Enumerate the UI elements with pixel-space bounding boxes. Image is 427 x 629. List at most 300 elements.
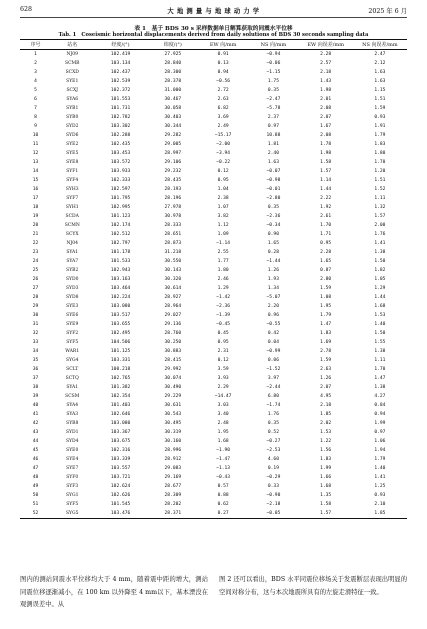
table-cell: 1.65 (267, 241, 279, 246)
table-cell: 29 (32, 304, 39, 309)
table-cell: 103.367 (110, 430, 131, 435)
table-cell: 103.134 (110, 61, 131, 66)
body-text-right: 图 2 还可以看出，BDS 水平同震位移场关于发震断层表现出明显的空间对称分布，这与本次地震所具有的左旋走滑特征一致。 (219, 576, 407, 596)
table-cell: 102.288 (110, 133, 131, 138)
table-cell: 1.70 (374, 160, 386, 165)
table-cell: 2.55 (217, 250, 229, 255)
table-row (20, 59, 407, 68)
table-cell: −0.05 (248, 509, 298, 519)
table-cell: 1.70 (374, 367, 386, 372)
table-cell: 103.557 (110, 466, 131, 471)
table-cell: 52 (20, 509, 51, 519)
table-cell: 1.44 (320, 187, 332, 192)
station-name-cell: SYF2 (66, 331, 79, 336)
table-cell: 43 (32, 430, 39, 435)
table-cell: 1.47 (374, 376, 386, 381)
issue-date: 2025 年 6 月 (368, 8, 407, 15)
table-cell: 1.53 (320, 430, 332, 435)
table-cell: −2.36 (266, 214, 281, 219)
table-cell: 2.40 (267, 151, 279, 156)
table-cell: 1.63 (267, 160, 279, 165)
table-cell: 28.677 (164, 484, 182, 489)
table-cell: 25 (32, 268, 39, 273)
column-header: 经度/(°) (94, 40, 148, 50)
table-cell: 30.490 (164, 385, 182, 390)
table-cell: 28.873 (164, 241, 182, 246)
table-cell: 3.93 (217, 376, 229, 381)
table-cell: 1.63 (374, 70, 386, 75)
table-cell: 0.27 (198, 509, 248, 519)
table-caption-cn: 表 1 基于 BDS 30 s 采样数据单日解算获取的同震水平位移 (134, 26, 293, 32)
table-cell: −15.17 (214, 133, 232, 138)
table-cell: 1.09 (217, 232, 229, 237)
table-row (20, 275, 407, 284)
table-cell: 37 (32, 376, 39, 381)
table-cell: 27.978 (164, 205, 182, 210)
table-cell: 1.79 (374, 457, 386, 462)
table-cell: 1.67 (320, 124, 332, 129)
table-cell: −0.27 (266, 439, 281, 444)
table-cell: 102.419 (110, 52, 131, 57)
table-cell: 48 (32, 475, 39, 480)
table-cell: 102.626 (110, 493, 131, 498)
table-cell: 2.72 (217, 88, 229, 93)
table-cell: 1.68 (217, 439, 229, 444)
table-cell: 0.35 (267, 205, 279, 210)
table-cell: 1.79 (320, 313, 332, 318)
table-cell: −0.22 (216, 160, 231, 165)
table-cell: 102.495 (110, 331, 131, 336)
station-name-cell: SYE9 (66, 322, 79, 327)
station-name-cell: SCMN (64, 223, 80, 228)
table-cell: 0.52 (267, 430, 279, 435)
table-cell: 28.996 (164, 448, 182, 453)
table-cell: 2.20 (267, 304, 279, 309)
table-cell: 0.94 (217, 70, 229, 75)
table-cell: 0.95 (217, 178, 229, 183)
table-cell: 30.058 (164, 106, 182, 111)
column-header: 站名 (51, 40, 94, 50)
table-row (20, 383, 407, 392)
table-cell: 0.35 (267, 421, 279, 426)
table-cell: 1.35 (320, 493, 332, 498)
station-name-cell: SYG5 (51, 509, 94, 519)
table-cell: 1.83 (374, 142, 386, 147)
table-row (20, 158, 407, 167)
table-row (20, 302, 407, 311)
table-cell: 44 (32, 439, 39, 444)
table-cell: 29.992 (164, 367, 182, 372)
table-cell: 103.080 (110, 421, 131, 426)
table-cell: 6.82 (217, 106, 229, 111)
table-cell: 103.933 (110, 169, 131, 174)
table-row (20, 140, 407, 149)
table-cell: 1.58 (320, 502, 332, 507)
station-name-cell: SYB1 (66, 106, 79, 111)
table-cell: 29.229 (164, 394, 182, 399)
table-cell: 1.65 (320, 259, 332, 264)
table-row (20, 122, 407, 131)
table-cell: −0.06 (266, 61, 281, 66)
table-cell: 16 (32, 187, 39, 192)
table-cell: 1.75 (267, 79, 279, 84)
station-name-cell: SYA6 (66, 97, 79, 102)
table-cell: 0.88 (217, 493, 229, 498)
table-cell: 1.06 (374, 439, 386, 444)
table-cell: 3.59 (217, 367, 229, 372)
station-name-cell: SCMB (65, 61, 80, 66)
station-name-cell: SYF7 (66, 196, 79, 201)
table-cell: 39 (32, 394, 39, 399)
table-cell: 1.38 (374, 385, 386, 390)
station-name-cell: SYD8 (65, 295, 79, 300)
table-cell: 1.79 (374, 133, 386, 138)
table-cell: 1.51 (374, 178, 386, 183)
table-cell: 102.224 (110, 295, 131, 300)
table-cell: 1.83 (320, 331, 332, 336)
table-cell: 31.000 (164, 88, 182, 93)
table-row (20, 284, 407, 293)
table-cell: 103.572 (110, 160, 131, 165)
station-name-cell: SCYX (65, 232, 79, 237)
table-cell: 30.543 (164, 412, 182, 417)
table-cell: 46 (32, 457, 39, 462)
table-cell: 1.41 (374, 475, 386, 480)
table-cell: 15 (32, 178, 39, 183)
table-cell: 41 (32, 412, 39, 417)
table-cell: 3 (34, 70, 37, 75)
table-cell: −1.42 (216, 295, 231, 300)
table-cell: −2.00 (216, 142, 231, 147)
station-name-cell: SYE4 (66, 457, 79, 462)
table-cell: 101.533 (110, 259, 131, 264)
table-cell: 30.495 (164, 421, 182, 426)
table-row (20, 356, 407, 365)
table-cell: 0.96 (267, 313, 279, 318)
table-cell: −0.07 (266, 169, 281, 174)
station-name-cell: SYE3 (66, 304, 79, 309)
table-row (20, 509, 407, 519)
station-name-cell: SYF5 (66, 340, 79, 345)
table-cell: 28.300 (164, 70, 182, 75)
table-cell: 1.25 (374, 484, 386, 489)
table-cell: 1.93 (267, 277, 279, 282)
table-cell: 4.27 (374, 394, 386, 399)
table-cell: 10 (32, 133, 39, 138)
table-cell: 28.202 (164, 502, 182, 507)
table-cell: 29.027 (164, 313, 182, 318)
table-cell: 2.18 (320, 403, 332, 408)
table-cell: 20 (32, 223, 39, 228)
station-name-cell: SYF0 (66, 475, 79, 480)
table-cell: 2.49 (217, 124, 229, 129)
table-cell: 23 (32, 250, 39, 255)
table-cell: 28.840 (164, 61, 182, 66)
table-row (20, 176, 407, 185)
table-cell: 45 (32, 448, 39, 453)
station-name-cell: SYE5 (66, 151, 79, 156)
table-cell: 2.12 (374, 61, 386, 66)
station-name-cell: SCLT (66, 367, 79, 372)
table-cell: 2.28 (320, 250, 332, 255)
table-cell: 1.14 (320, 178, 332, 183)
table-cell: 1.26 (320, 376, 332, 381)
table-cell: 1.29 (374, 286, 386, 291)
table-cell: 34 (32, 349, 39, 354)
table-cell: 103.163 (110, 277, 131, 282)
station-name-cell: SYA1 (66, 250, 79, 255)
table-cell: 1.57 (374, 214, 386, 219)
table-row (20, 212, 407, 221)
table-cell: 1.68 (320, 484, 332, 489)
table-cell: 28.309 (164, 493, 182, 498)
table-row (20, 347, 407, 356)
table-cell: 30.978 (164, 214, 182, 219)
table-cell: −2.18 (266, 502, 281, 507)
table-cell: 2.80 (320, 277, 332, 282)
table-cell: 0.42 (267, 331, 279, 336)
table-cell: 3.69 (217, 115, 229, 120)
table-cell: 3.82 (217, 214, 229, 219)
table-cell: 36 (32, 367, 39, 372)
table-cell: 1.26 (267, 268, 279, 273)
table-cell: 13 (32, 160, 39, 165)
header-rule (20, 17, 407, 18)
table-cell: 0.95 (217, 340, 229, 345)
table-cell: 2.08 (320, 106, 332, 111)
table-cell: 12 (32, 151, 39, 156)
table-cell: −2.47 (266, 97, 281, 102)
table-cell: 102.174 (110, 223, 131, 228)
table-cell: 2.29 (217, 385, 229, 390)
table-cell: 30 (32, 313, 39, 318)
table-row (20, 428, 407, 437)
station-name-cell: SYH1 (65, 205, 79, 210)
table-cell: 103.453 (110, 151, 131, 156)
table-cell: 102.782 (110, 115, 131, 120)
table-cell: 30.143 (164, 268, 182, 273)
table-cell: 1.50 (374, 259, 386, 264)
table-row (20, 131, 407, 140)
table-row (20, 374, 407, 383)
table-cell: 6 (34, 97, 37, 102)
table-cell: 30.320 (164, 277, 182, 282)
table-cell: 28.435 (164, 178, 182, 183)
table-cell: 38 (32, 385, 39, 390)
table-cell: 1.29 (217, 286, 229, 291)
station-name-cell: SYE2 (66, 142, 79, 147)
table-row (20, 185, 407, 194)
table-cell: 102.435 (110, 142, 131, 147)
table-cell: 0.97 (267, 124, 279, 129)
table-cell: 30.614 (164, 286, 182, 291)
table-cell: 0.95 (320, 241, 332, 246)
table-cell: 30.160 (164, 439, 182, 444)
table-body (20, 50, 407, 519)
table-cell: 1.38 (374, 250, 386, 255)
table-cell: 103.080 (110, 304, 131, 309)
table-cell: 1.08 (320, 295, 332, 300)
column-header: NS 向误差/mm (353, 40, 407, 50)
table-cell: 1.44 (374, 295, 386, 300)
table-row (20, 329, 407, 338)
table-row (20, 266, 407, 275)
table-cell: −1.44 (266, 259, 281, 264)
table-cell: 0.84 (374, 403, 386, 408)
table-row (20, 257, 407, 266)
table-cell: −0.56 (216, 79, 231, 84)
table-cell: 1.32 (374, 205, 386, 210)
station-name-cell: SYG4 (65, 358, 79, 363)
table-cell: 2.57 (320, 61, 332, 66)
table-cell: 102.354 (110, 394, 131, 399)
station-name-cell: SYE1 (66, 79, 79, 84)
table-row (20, 248, 407, 257)
table-cell: 1.70 (320, 223, 332, 228)
table-cell: −5.07 (266, 295, 281, 300)
column-header: EW 向/mm (198, 40, 248, 50)
table-cell: 31.218 (164, 250, 182, 255)
station-name-cell: SCXD (65, 70, 79, 75)
table-row (20, 482, 407, 491)
station-name-cell: SYE0 (66, 448, 79, 453)
table-cell: 28.760 (164, 331, 182, 336)
table-cell: 102.995 (110, 205, 131, 210)
table-cell: 29.005 (164, 142, 182, 147)
table-cell: 40 (32, 403, 39, 408)
station-name-cell: SYD6 (65, 133, 79, 138)
table-cell: 2.00 (374, 223, 386, 228)
table-cell: 28.196 (164, 196, 182, 201)
table-row (20, 437, 407, 446)
table-cell: 102.372 (110, 88, 131, 93)
table-cell: −0.34 (266, 223, 281, 228)
station-name-cell: NJ04 (66, 241, 78, 246)
station-name-cell: SYE8 (66, 160, 79, 165)
table-cell: 2.46 (217, 277, 229, 282)
page-number: 628 (20, 6, 33, 13)
table-cell: −2.80 (266, 196, 281, 201)
table-cell: −0.99 (266, 349, 281, 354)
table-cell: 102.512 (110, 232, 131, 237)
table-cell: 49 (32, 484, 39, 489)
table-cell: −0.90 (266, 493, 281, 498)
table-cell: 30.403 (164, 115, 182, 120)
table-cell: 29.282 (164, 133, 182, 138)
table-cell: 1.56 (320, 448, 332, 453)
table-cell: 1.91 (374, 124, 386, 129)
table-cell: 1.92 (320, 205, 332, 210)
table-cell: 1.81 (267, 142, 279, 147)
station-name-cell: NJ09 (66, 52, 78, 57)
station-name-cell: SYE7 (66, 466, 79, 471)
table-cell: 2.63 (217, 97, 229, 102)
station-name-cell: SYE6 (66, 313, 79, 318)
table-cell: 27.925 (164, 52, 182, 57)
station-name-cell: SCTQ (65, 376, 79, 381)
table-cell: 0.90 (267, 232, 279, 237)
table-cell: 100.218 (110, 367, 131, 372)
table-cell: 0.45 (217, 331, 229, 336)
table-cell: −5.78 (266, 106, 281, 111)
table-cell: −2.44 (266, 385, 281, 390)
table-cell: 30.250 (164, 340, 182, 345)
table-row (20, 491, 407, 500)
table-row (20, 500, 407, 509)
table-cell: 1.38 (374, 349, 386, 354)
table-cell: 1.51 (374, 97, 386, 102)
table-row (20, 149, 407, 158)
table-cell: 0.35 (267, 88, 279, 93)
table-cell: 29.083 (164, 466, 182, 471)
table-cell: 8 (34, 115, 37, 120)
table-row (20, 86, 407, 95)
table-cell: 10.88 (266, 133, 281, 138)
table-cell: −2.36 (216, 304, 231, 309)
table-cell: 28 (32, 295, 39, 300)
table-cell: 11 (32, 142, 39, 147)
table-row (20, 113, 407, 122)
table-cell: −0.29 (266, 475, 281, 480)
table-cell: 101.123 (110, 214, 131, 219)
table-row (20, 68, 407, 77)
table-row (20, 473, 407, 482)
table-cell: 1.95 (320, 304, 332, 309)
table-cell: 18 (32, 205, 39, 210)
table-cell: 1.59 (320, 358, 332, 363)
table-cell: 1.07 (217, 205, 229, 210)
table-row (20, 464, 407, 473)
table-cell: 103.517 (110, 313, 131, 318)
table-cell: 102.646 (110, 412, 131, 417)
table-cell: 1.52 (374, 187, 386, 192)
table-cell: 101.125 (110, 349, 131, 354)
table-cell: 2.37 (267, 115, 279, 120)
table-cell: 9 (34, 124, 37, 129)
station-name-cell: SYD3 (65, 286, 79, 291)
table-cell: −14.47 (214, 394, 232, 399)
table-cell: 0.62 (217, 502, 229, 507)
table-cell: −3.94 (216, 151, 231, 156)
table-row (20, 203, 407, 212)
station-name-cell: SYA1 (66, 385, 79, 390)
table-cell: 1.68 (374, 304, 386, 309)
table-cell: 102.797 (110, 241, 131, 246)
table-cell: 30.344 (164, 124, 182, 129)
table-cell: −1.74 (266, 403, 281, 408)
table-cell: 0.97 (374, 430, 386, 435)
station-name-cell: SYF3 (66, 484, 79, 489)
table-row (20, 401, 407, 410)
table-cell: 1.20 (374, 169, 386, 174)
table-cell: 1.98 (320, 88, 332, 93)
table-cell: 1.40 (374, 466, 386, 471)
table-cell: 2.63 (320, 367, 332, 372)
table-cell: 30.550 (164, 259, 182, 264)
table-cell: 0.93 (374, 493, 386, 498)
table-cell: 1.78 (320, 142, 332, 147)
table-cell: 1.41 (374, 241, 386, 246)
table-cell: 101.795 (110, 196, 131, 201)
table-cell: 102.316 (110, 448, 131, 453)
table-cell: 30.883 (164, 349, 182, 354)
table-cell: 4.60 (267, 457, 279, 462)
table-cell: 19 (32, 214, 39, 219)
table-cell: −0.55 (266, 322, 281, 327)
table-cell: 29.136 (164, 322, 182, 327)
table-cell: 30.467 (164, 97, 182, 102)
table-cell: 1.50 (374, 331, 386, 336)
